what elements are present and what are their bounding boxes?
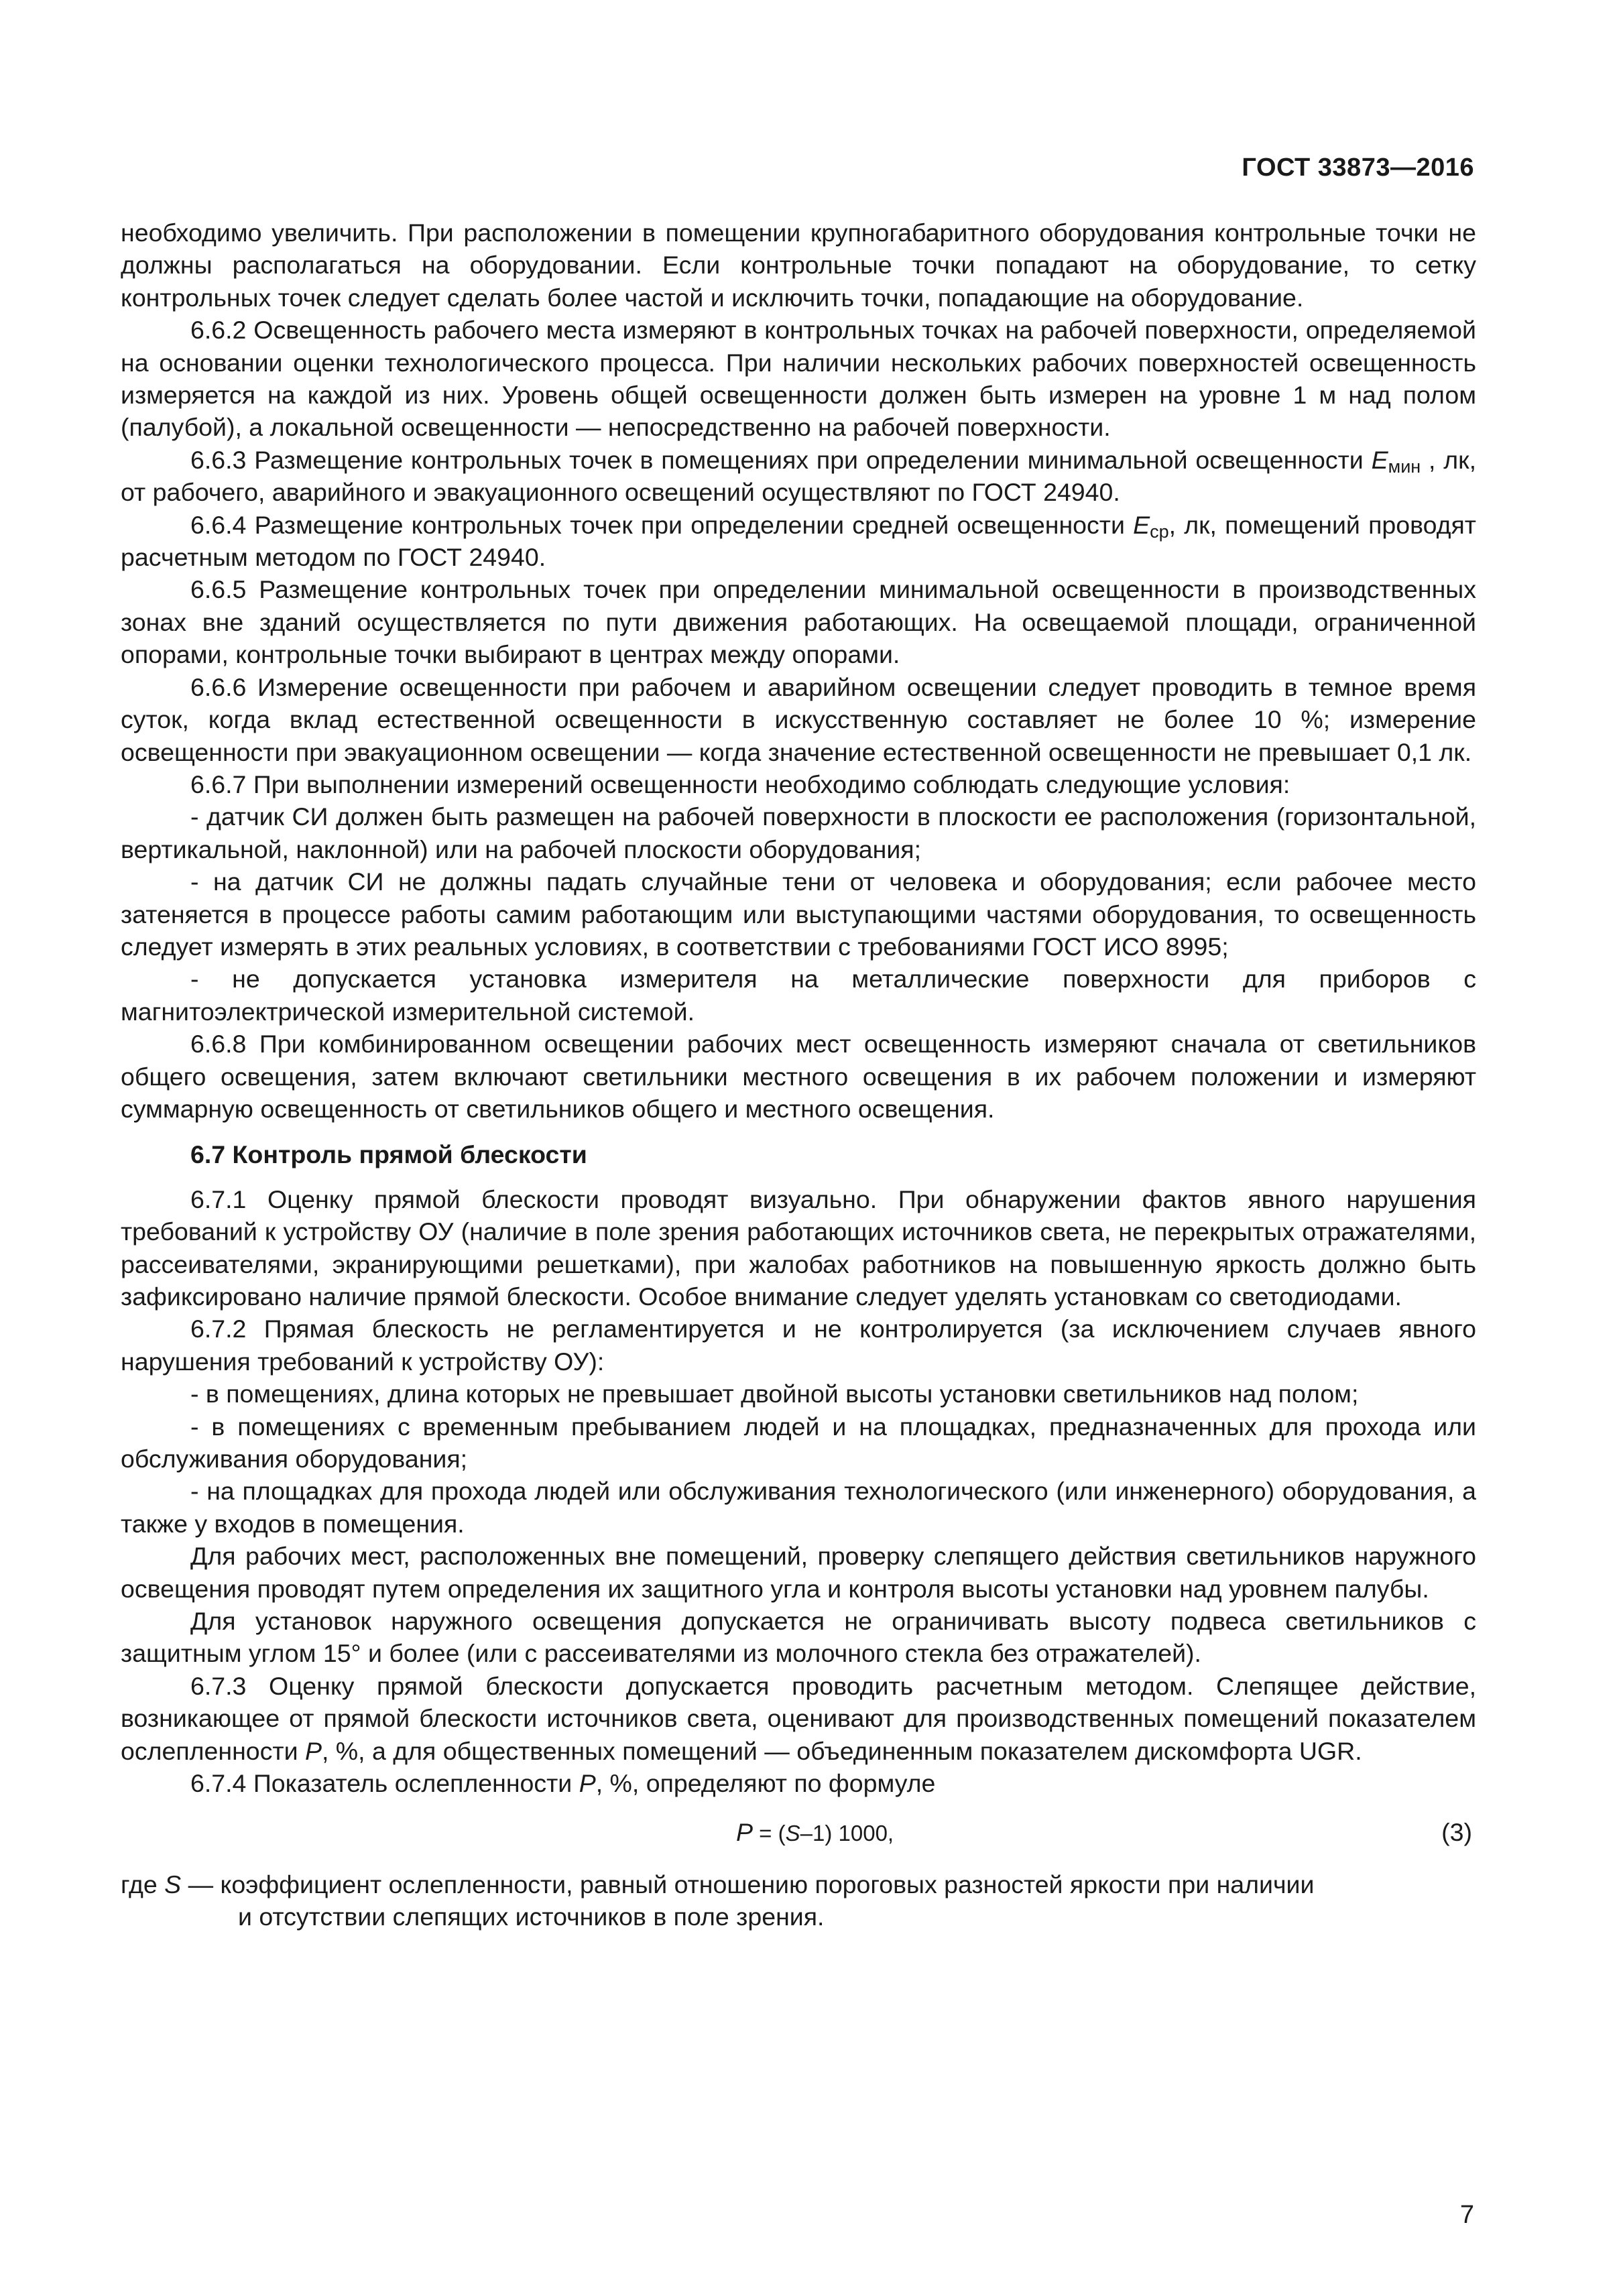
paragraph: необходимо увеличить. При расположении в помещении крупногабаритного оборудования контрольные точки не должны располагаться на оборудовании. Если контрольные точки попадают на оборудование, то сетку контрольных точек следует сделать более частой и исключить точки, попадающие на оборудование. xyxy=(121,219,1476,312)
document-header: ГОСТ 33873—2016 xyxy=(1242,154,1474,182)
symbol-e: E xyxy=(1133,510,1150,539)
subscript: ср xyxy=(1150,521,1169,542)
list-item: - на площадках для прохода людей или обслуживания технологического (или инженерного) оборудования, а также у входов в помещения. xyxy=(121,1477,1476,1538)
symbol-e: E xyxy=(1371,445,1388,474)
paragraph: Для рабочих мест, расположенных вне помещений, проверку слепящего действия светильников наружного освещения проводят путем определения их защитного угла и контроля высоты установки над уровнем палубы. xyxy=(121,1542,1476,1603)
formula-row xyxy=(121,1815,1476,1854)
paragraph: 6.7.1 Оценку прямой блескости проводят визуально. При обнаружении фактов явного нарушения требований к устройству ОУ (наличие в поле зрения работающих источников света, не перекрытых отражателями, рассеивателями, экранирующими решетками), при жалобах работников на повышенную яркость должно быть зафиксировано наличие прямой блескости. Особое внимание следует уделять установкам со светодиодами. xyxy=(121,1185,1476,1311)
list-item: - на датчик СИ не должны падать случайные тени от человека и оборудования; если рабочее место затеняется в процессе работы самим работающим или выступающими частями оборудования, то освещенность следует измерять в этих реальных условиях, в соответствии с требованиями ГОСТ ИСО 8995; xyxy=(121,867,1476,961)
paragraph: Для установок наружного освещения допускается не ограничивать высоту подвеса светильников с защитным углом 15° и более (или с рассеивателями из молочного стекла без отражателей). xyxy=(121,1607,1476,1668)
paragraph: 6.6.5 Размещение контрольных точек при определении минимальной освещенности в производственных зонах вне зданий осуществляется по пути движения работающих. На освещаемой площади, ограниченной опорами, контрольные точки выбирают в центрах между опорами. xyxy=(121,575,1476,669)
paragraph: 6.6.7 При выполнении измерений освещенности необходимо соблюдать следующие условия: xyxy=(190,770,1290,798)
paragraph: 6.6.4 Размещение контрольных точек при определении средней освещенности $E_{ср}$, лк, помещений проводят расчетным методом по ГОСТ 24940. xyxy=(121,510,1476,572)
document-body xyxy=(121,217,1476,1933)
section-heading: 6.7 Контроль прямой блескости xyxy=(190,1140,587,1169)
paragraph: 6.7.2 Прямая блескость не регламентируется и не контролируется (за исключением случаев явного нарушения требований к устройству ОУ): xyxy=(121,1315,1476,1376)
list-item: - не допускается установка измерителя на металлические поверхности для приборов с магнитоэлектрической измерительной системой. xyxy=(121,965,1476,1026)
subscript: мин xyxy=(1388,456,1421,477)
equation-number: (3) xyxy=(1441,1817,1472,1846)
formula: P = (S–1) 1000, xyxy=(736,1817,894,1846)
paragraph: 6.6.8 При комбинированном освещении рабочих мест освещенность измеряют сначала от светильников общего освещения, затем включают светильники местного освещения в их рабочем положении и измеряют суммарную освещенность от светильников общего и местного освещения. xyxy=(121,1030,1476,1123)
symbol-s: S xyxy=(164,1870,182,1898)
list-item: - в помещениях, длина которых не превышает двойной высоты установки светильников над полом; xyxy=(190,1380,1359,1408)
paragraph: 6.6.2 Освещенность рабочего места измеряют в контрольных точках на рабочей поверхности, определяемой на основании оценки технологического процесса. При наличии нескольких рабочих поверхностей освещенность измеряется на каждой из них. Уровень общей освещенности должен быть измерен на уровне 1 м над полом (палубой), а локальной освещенности — непосредственно на рабочей поверхности. xyxy=(121,316,1476,442)
symbol-p: P xyxy=(579,1769,596,1798)
where-text: коэффициент ослепленности, равный отношению пороговых разностей яркости при наличии xyxy=(220,1870,1315,1898)
paragraph: 6.7.3 Оценку прямой блескости допускается проводить расчетным методом. Слепящее действие, возникающее от прямой блескости источников света, оценивают для производственных помещений показателем ослепленности P, %, а для общественных помещений — объединенным показателем дискомфорта UGR. xyxy=(121,1671,1476,1765)
paragraph: 6.6.6 Измерение освещенности при рабочем и аварийном освещении следует проводить в темное время суток, когда вклад естественной освещенности в искусственную составляет не более 10 %; измерение освещенности при эвакуационном освещении — когда значение естественной освещенности не превышает 0,1 лк. xyxy=(121,672,1476,766)
paragraph: 6.7.4 Показатель ослепленности P, %, определяют по формуле xyxy=(190,1769,936,1798)
list-item: - датчик СИ должен быть размещен на рабочей поверхности в плоскости ее расположения (горизонтальной, вертикальной, наклонной) или на рабочей плоскости оборудования; xyxy=(121,802,1476,863)
list-item: - в помещениях с временным пребыванием людей и на площадках, предназначенных для прохода или обслуживания оборудования; xyxy=(121,1412,1476,1473)
page-number: 7 xyxy=(1459,2201,1474,2229)
where-continuation: и отсутствии слепящих источников в поле зрения. xyxy=(238,1902,825,1931)
where-clause: где S — коэффициент ослепленности, равный отношению пороговых разностей яркости при наличии xyxy=(121,1868,1476,1900)
symbol-p: P xyxy=(304,1736,322,1765)
paragraph: 6.6.3 Размещение контрольных точек в помещениях при определении минимальной освещенности $E_{мин}$ , лк, от рабочего, аварийного и эвакуационного освещений осуществляют по ГОСТ 24940. xyxy=(121,445,1476,507)
